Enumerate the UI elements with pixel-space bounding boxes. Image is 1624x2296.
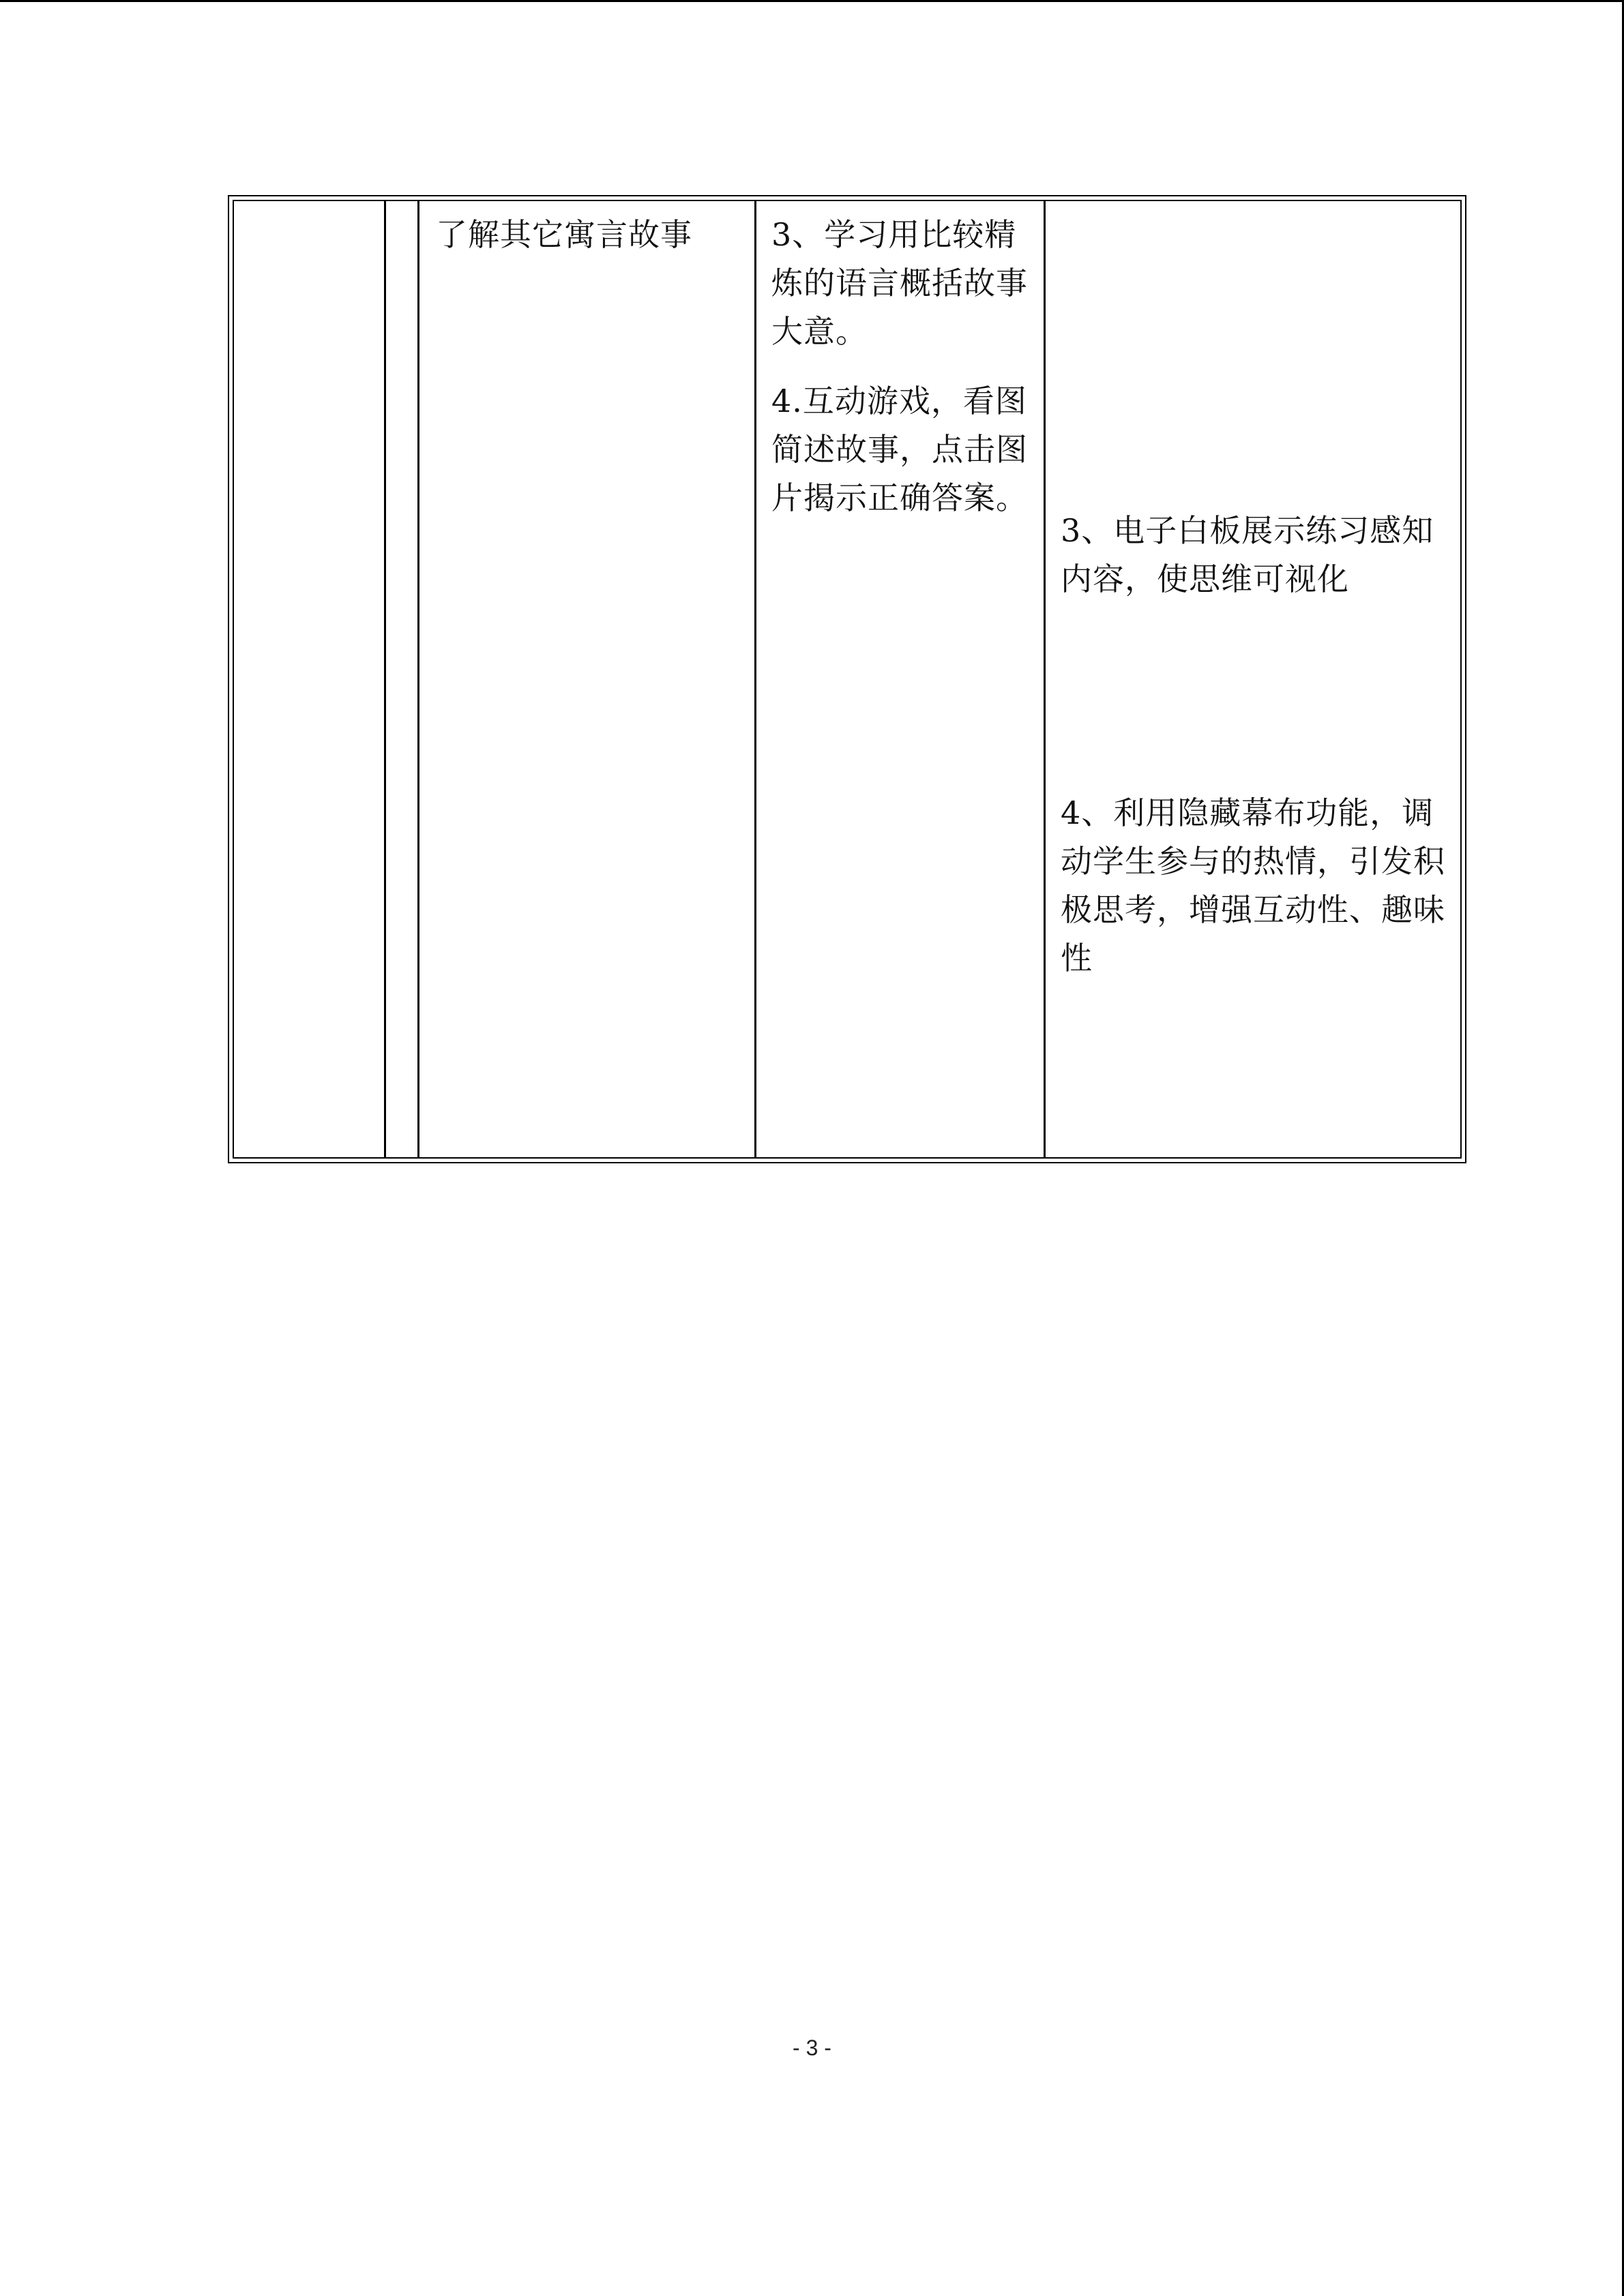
activity-item-3: 3、学习用比较精炼的语言概括故事大意。 [771, 216, 1028, 350]
activity-item-4: 4.互动游戏，看图简述故事，点击图片揭示正确答案。 [771, 383, 1028, 516]
tech-item-3: 3、电子白板展示练习感知内容，使思维可视化 [1061, 512, 1434, 597]
page-number: - 3 - [793, 2036, 831, 2060]
table-cell-col1 [234, 201, 386, 1157]
table-cell-technology [1046, 201, 1460, 1157]
content-text: 了解其它寓言故事 [436, 216, 692, 253]
table-cell-activities [756, 201, 1046, 1157]
table-cell-content [419, 201, 756, 1157]
page-top-border [0, 0, 1624, 2]
table-inner-frame [233, 200, 1462, 1159]
lesson-plan-table [228, 195, 1466, 1163]
table-cell-col2 [386, 201, 419, 1157]
tech-item-4: 4、利用隐藏幕布功能，调动学生参与的热情，引发积极思考，增强互动性、趣味性 [1061, 794, 1445, 976]
